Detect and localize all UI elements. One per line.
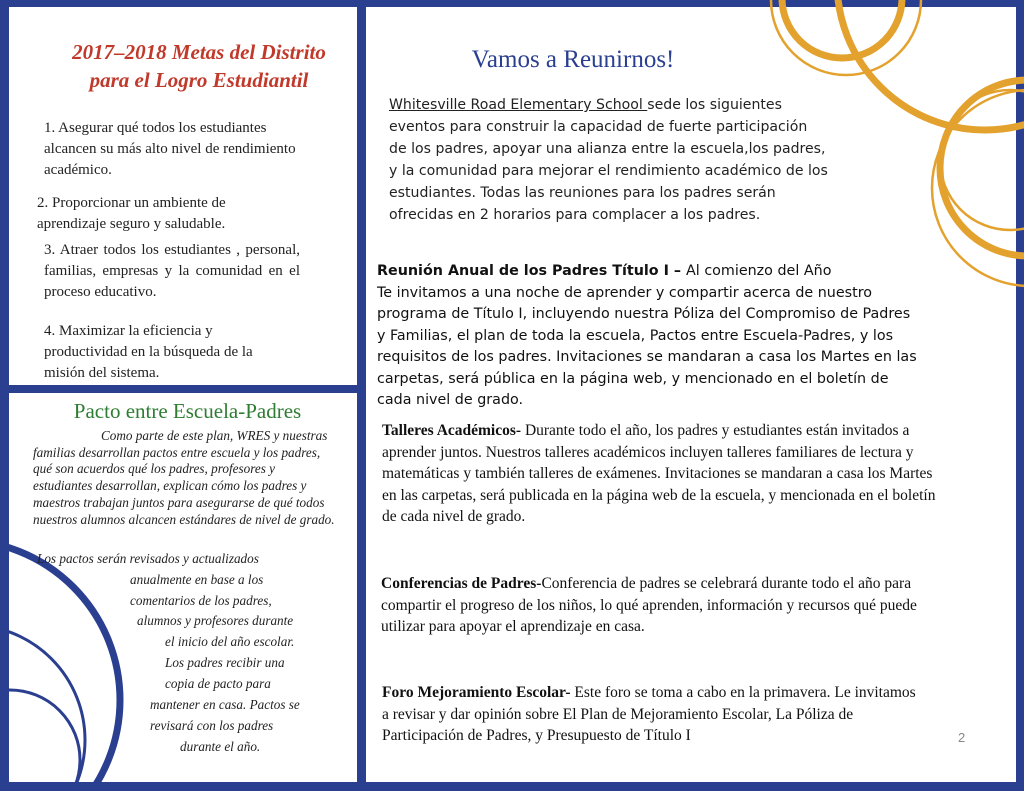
annual-meeting-when: Al comienzo del Año [686,263,832,279]
pact-line-10: durante el año. [180,739,261,754]
frame-top [0,0,1024,7]
frame-bottom-overlay [0,782,1024,791]
pact-paragraph: Como parte de este plan, WRES y nuestras familias desarrollan pactos entre escuela y los padres, qué son acuerdos qué los padres, profesores y estudiantes desarrollan, explican cómo los padres y maestros trabajan juntos para asegurarse de qué todos nuestros alumnos alcancen estándares de nivel de grado. [33,428,335,527]
workshops-section [382,420,940,528]
frame-divider-vertical-overlay [357,0,366,791]
pact-line-8: mantener en casa. Pactos se [150,697,300,712]
conferences-text: Conferencia de padres se celebrará durante todo el año para compartir el progreso de los niños, lo qué aprenden, información y recursos qué puede utilizar para apoyar el aprendizaje en casa. [381,575,917,635]
goals-title-line2: para el Logro Estudiantil [89,68,309,92]
pact-line-3: comentarios de los padres, [130,593,272,608]
goal-item-3: 3. Atraer todos los estudiantes , personal, familias, empresas y la comunidad en el proceso educativo. [44,242,300,300]
forum-section [382,682,922,747]
goals-title-line1: 2017–2018 Metas del Distrito [72,40,326,64]
meetings-title: Vamos a Reunirnos! [471,46,675,73]
pact-line-7: copia de pacto para [165,676,271,691]
frame-left-overlay [0,0,9,791]
goal-item-4: 4. Maximizar la eficiencia y productividad en la búsqueda de la misión del sistema. [44,323,253,381]
pact-line-5: el inicio del año escolar. [165,634,295,649]
pact-line-9: revisará con los padres [150,718,274,733]
conferences-title: Conferencias de Padres- [381,575,542,592]
conferences-section [381,573,926,638]
frame-right [1016,0,1024,791]
pact-line-2: anualmente en base a los [130,572,264,587]
annual-meeting-title: Reunión Anual de los Padres Título I [377,263,669,279]
school-name: Whitesville Road Elementary School [389,97,648,113]
forum-text: Este foro se toma a cabo en la primavera. Le invitamos a revisar y dar opinión sobre El Plan de Mejoramiento Escolar, La Póliza de Participación de Padres, y Presupuesto de Título I [382,684,916,744]
goals-title [40,38,358,94]
pact-line-6: Los padres recibir una [165,655,285,670]
annual-meeting-text: Te invitamos a una noche de aprender y compartir acerca de nuestro programa de Título I, incluyendo nuestra Póliza del Compromiso de Padres y Familias, el plan de toda la escuela, Pactos entre Escuela-Padres, y los requisitos de los padres. Invitaciones se mandaran a casa los Martes en las carpetas, será pública en la página web, y mencionado en el boletín de cada nivel de grado. [377,284,917,408]
annual-meeting-dash: – [668,263,687,279]
pact-title: Pacto entre Escuela-Padres [73,399,302,423]
pact-line-4: alumnos y profesores durante [137,613,294,628]
annual-meeting-section [377,261,922,412]
meetings-intro [389,94,829,226]
workshops-text: Durante todo el año, los padres y estudiantes están invitados a aprender juntos. Nuestros talleres académicos incluyen talleres familiares de lectura y matemáticas y también talleres de exámenes. Invitaciones se mandaran a casa los Martes en las carpetas, será publicada en la página web de la escuela, y mencionada en el boletín de cada nivel de grado. [382,422,936,525]
meetings-intro-text: sede los siguientes eventos para construir la capacidad de fuerte participación de los padres, apoyar una alianza entre la escuela,los padres, y la comunidad para mejorar el rendimiento académico de los estudiantes. Todas las reuniones para los padres serán ofrecidas en 2 horarios para complacer a los padres. [389,97,828,223]
pact-line-1: Los pactos serán revisados y actualizados [37,551,259,566]
workshops-title: Talleres Académicos- [382,422,522,439]
goal-item-2: 2. Proporcionar un ambiente de aprendizaje seguro y saludable. [37,195,226,232]
goal-item-1: 1. Asegurar qué todos los estudiantes alcancen su más alto nivel de rendimiento académico. [44,120,296,178]
frame-divider-horizontal-overlay [0,385,366,393]
forum-title: Foro Mejoramiento Escolar- [382,684,571,701]
page-number: 2 [958,730,966,745]
